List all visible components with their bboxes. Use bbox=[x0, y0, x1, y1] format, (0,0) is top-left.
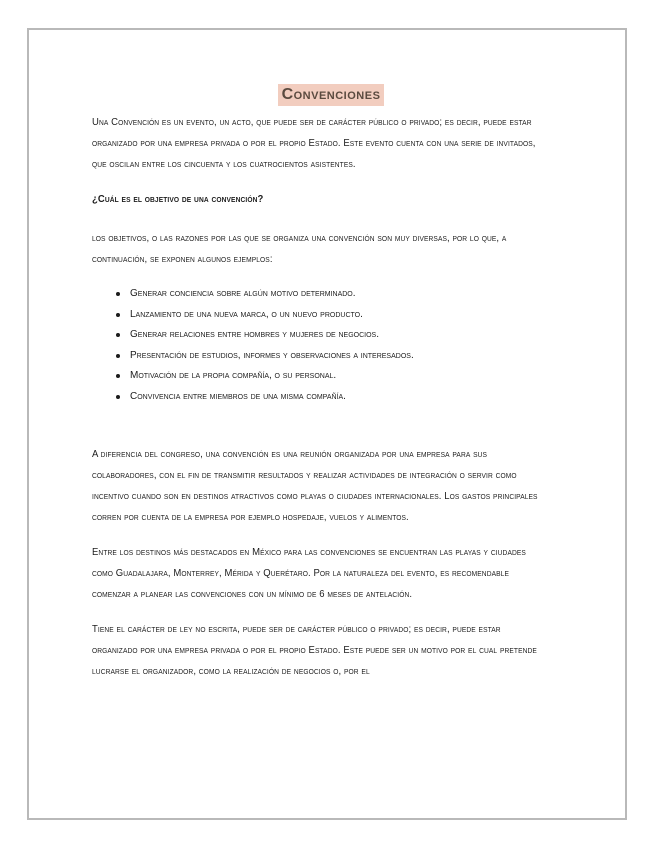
document-page bbox=[27, 28, 627, 820]
list-item-text: Generar relaciones entre hombres y mujeres de negocios. bbox=[130, 329, 379, 341]
bullet-icon bbox=[116, 313, 120, 317]
document-content bbox=[92, 84, 570, 696]
bullet-icon bbox=[116, 354, 120, 358]
objectives-list bbox=[92, 284, 570, 408]
list-item bbox=[116, 284, 570, 305]
list-item bbox=[116, 366, 570, 387]
intro-paragraph: Una Convención es un evento, un acto, que puede ser de carácter público o privado; es decir, puede estar organizado por una empresa privada o por el propio Estado. Este evento cuenta con una serie de invitados, que oscilan entre los cincuenta y los cuatrocientos asistentes. bbox=[92, 117, 536, 170]
list-item bbox=[116, 346, 570, 367]
list-item-text: Motivación de la propia compañía, o su personal. bbox=[130, 370, 337, 382]
list-item-text: Convivencia entre miembros de una misma compañía. bbox=[130, 390, 346, 402]
bullet-icon bbox=[116, 292, 120, 296]
paragraph-character: Tiene el carácter de ley no escrita, puede ser de carácter público o privado; es decir, puede estar organizado por una empresa privada o por el propio Estado. Este puede ser un motivo por el cual pretende lucrarse el organizador, como la realización de negocios o, por el bbox=[92, 623, 537, 677]
paragraph-difference: A diferencia del congreso, una convención es una reunión organizada por una empresa para sus colaboradores, con el fin de transmitir resultados y realizar actividades de integración o servir como incentivo cuando son en destinos atractivos como playas o ciudades internacionales. Los gastos principales corren por cuenta de la empresa por ejemplo hospedaje, vuelos y alimentos. bbox=[92, 448, 538, 523]
objectives-intro: los objetivos, o las razones por las que se organiza una convención son muy diversas, por lo que, a continuación, se exponen algunos ejemplos: bbox=[92, 233, 507, 265]
title-row bbox=[92, 84, 570, 106]
list-item bbox=[116, 387, 570, 408]
bullet-icon bbox=[116, 333, 120, 337]
question-heading: ¿Cuál es el objetivo de una convención? bbox=[92, 194, 264, 205]
list-item bbox=[116, 305, 570, 326]
document-title: Convenciones bbox=[278, 84, 385, 106]
list-item-text: Lanzamiento de una nueva marca, o un nuevo producto. bbox=[130, 308, 363, 320]
list-item bbox=[116, 325, 570, 346]
paragraph-destinations: Entre los destinos más destacados en México para las convenciones se encuentran las playas y ciudades como Guadalajara, Monterrey, Mérida y Querétaro. Por la naturaleza del evento, es recomendable comenzar a planear las convenciones con un mínimo de 6 meses de antelación. bbox=[92, 546, 526, 600]
bullet-icon bbox=[116, 395, 120, 399]
list-item-text: Generar conciencia sobre algún motivo determinado. bbox=[130, 288, 356, 299]
list-item-text: Presentación de estudios, informes y observaciones a interesados. bbox=[130, 349, 414, 361]
bullet-icon bbox=[116, 374, 120, 378]
